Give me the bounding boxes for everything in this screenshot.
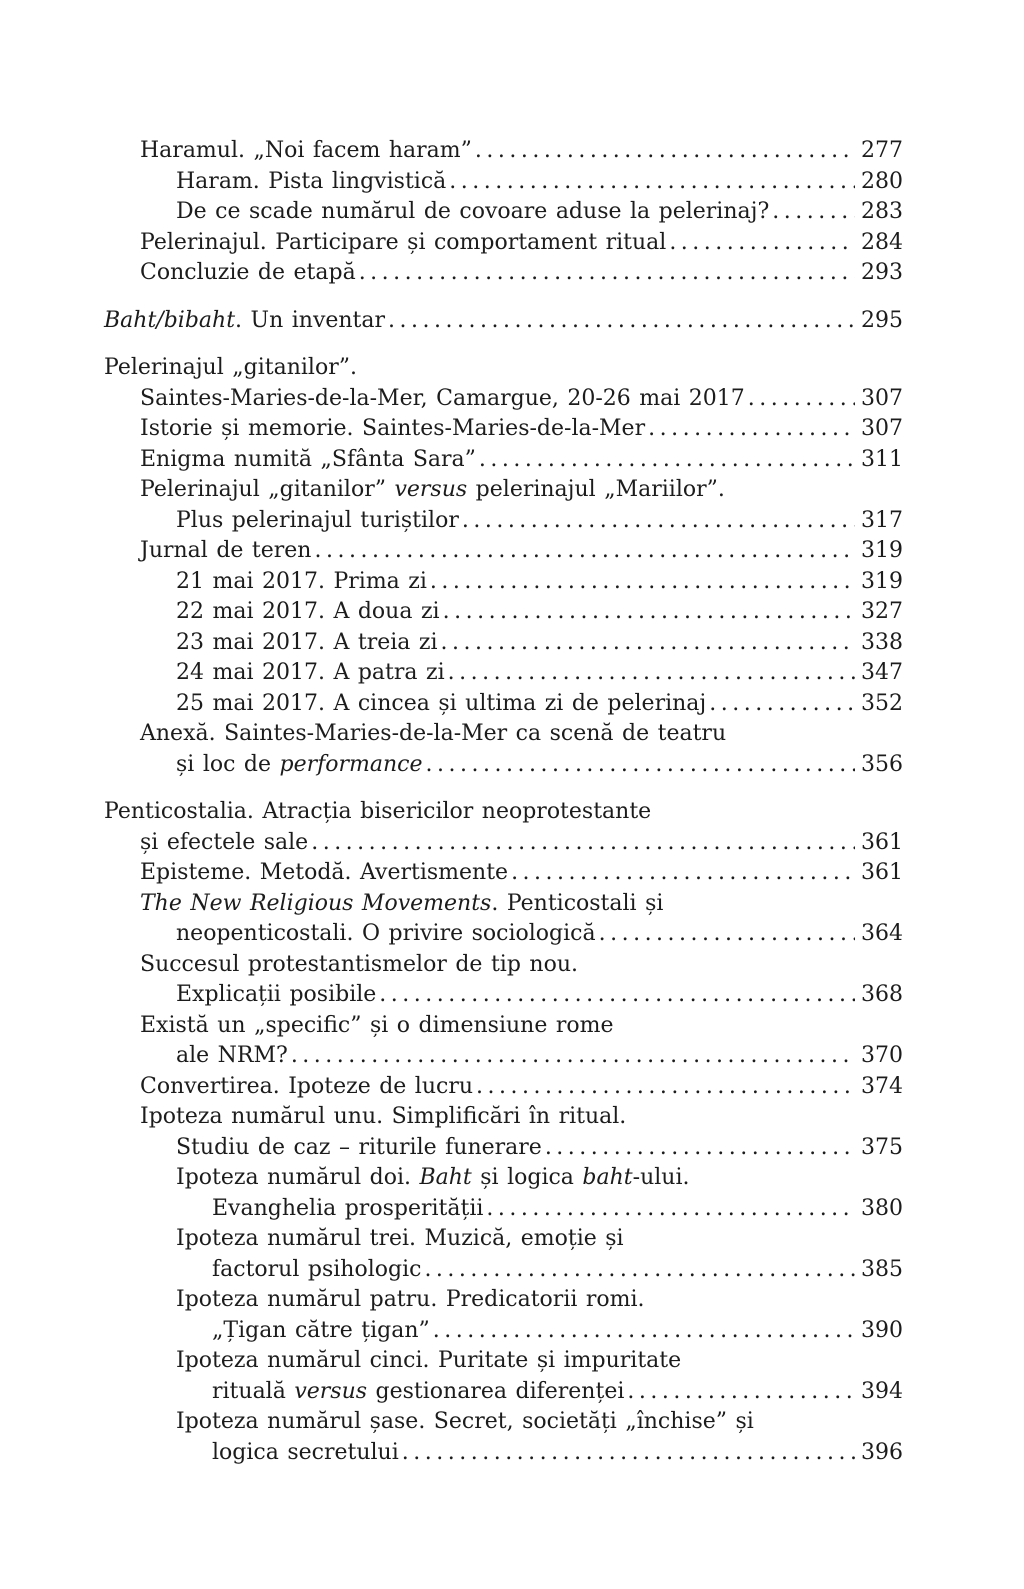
page-number: 347	[861, 660, 903, 685]
toc-text-run: 21 mai 2017. Prima zi	[176, 568, 427, 594]
toc-entry	[104, 597, 903, 628]
toc-text-run: Ipoteza numărul șase. Secret, societăți „închise” și	[176, 1409, 754, 1434]
dot-leader	[599, 919, 855, 950]
toc-entry-text	[176, 1407, 754, 1438]
toc-entry-text	[212, 1316, 430, 1347]
toc-entry-text	[140, 414, 645, 445]
toc-entry	[104, 197, 903, 228]
toc-text-run: Studiu de caz – riturile funerare	[176, 1134, 542, 1160]
toc-text-run: . Penticostali și	[491, 890, 664, 916]
toc-entry-text	[176, 506, 459, 537]
page-number: 396	[861, 1439, 903, 1465]
toc-entry	[104, 1194, 903, 1225]
toc-text-run: Ipoteza numărul trei. Muzică, emoție și	[176, 1226, 624, 1251]
dot-leader	[772, 197, 855, 228]
toc-entry-text	[176, 919, 596, 950]
page-number: 394	[861, 1378, 903, 1404]
toc-text-run-italic: performance	[279, 751, 423, 777]
toc-text-run: 23 mai 2017. A treia zi	[176, 629, 438, 655]
dot-leader	[669, 228, 855, 259]
toc-entry-text	[104, 306, 385, 337]
toc-text-run: Pelerinajul „gitanilor”.	[104, 355, 357, 380]
toc-entry-text	[104, 797, 651, 828]
toc-entry-text	[176, 167, 446, 198]
toc-entry	[104, 1285, 903, 1316]
page-number: 317	[861, 507, 903, 533]
toc-text-run: Pelerinajul. Participare și comportament ritual	[140, 229, 667, 255]
toc-entry-text	[140, 858, 508, 889]
page-number: 368	[861, 982, 903, 1007]
toc-text-run: logica secretului	[212, 1439, 399, 1465]
toc-text-run: Convertirea. Ipoteze de lucru	[140, 1073, 474, 1099]
toc-entry	[104, 414, 903, 445]
toc-text-run: 24 mai 2017. A patra zi	[176, 660, 445, 685]
page-number: 370	[861, 1043, 903, 1068]
toc-entry	[104, 1316, 903, 1347]
dot-leader	[314, 536, 855, 567]
toc-entry	[104, 858, 903, 889]
toc-entry	[104, 167, 903, 198]
toc-entry	[104, 797, 903, 828]
toc-text-run: Pelerinajul „gitanilor”	[140, 477, 395, 502]
toc-entry	[104, 750, 903, 781]
toc-text-run: Ipoteza numărul cinci. Puritate și impuritate	[176, 1348, 682, 1373]
toc-entry	[104, 228, 903, 259]
toc-entry-text	[176, 197, 769, 228]
toc-text-run: și loc de	[176, 751, 280, 777]
toc-text-run: „Țigan către țigan”	[212, 1317, 430, 1343]
toc-text-run: Ipoteza numărul unu. Simplificări în ritual.	[140, 1104, 627, 1129]
page-number: 374	[861, 1073, 903, 1099]
page-number: 356	[861, 751, 903, 777]
toc-entry-text	[140, 1011, 614, 1042]
toc-entry	[104, 445, 903, 476]
toc-entry-text	[176, 1133, 542, 1164]
page-number: 283	[861, 199, 903, 224]
toc-entry	[104, 1072, 903, 1103]
toc-entry	[104, 889, 903, 920]
toc-entry-text	[176, 658, 445, 689]
toc-entry-text	[140, 258, 356, 289]
page-number: 277	[861, 138, 903, 163]
toc-text-run: rituală	[212, 1378, 295, 1404]
toc-entry-text	[140, 136, 472, 167]
dot-leader	[430, 567, 855, 598]
toc-entry	[104, 136, 903, 167]
toc-text-run: pelerinajul „Mariilor”.	[467, 477, 725, 502]
dot-leader	[648, 414, 855, 445]
toc-text-run: Succesul protestantismelor de tip nou.	[140, 951, 578, 977]
toc-entry-text	[176, 750, 423, 781]
toc-entry-text	[140, 719, 726, 750]
toc-text-run: și logica	[471, 1165, 583, 1190]
dot-leader	[311, 828, 855, 859]
toc-entry-text	[140, 445, 476, 476]
toc-entry	[104, 1011, 903, 1042]
page-number: 361	[861, 829, 903, 855]
toc-entry-text	[176, 567, 427, 598]
toc-entry	[104, 258, 903, 289]
toc-entry	[104, 536, 903, 567]
dot-leader	[424, 1255, 855, 1286]
dot-leader	[443, 597, 855, 628]
toc-entry-text	[140, 889, 663, 920]
toc-entry-text	[140, 1072, 473, 1103]
toc-entry-text	[176, 597, 440, 628]
dot-leader	[475, 136, 855, 167]
toc-entry	[104, 1224, 903, 1255]
toc-entry-text	[140, 828, 308, 859]
toc-text-run: neopenticostali. O privire sociologică	[176, 921, 596, 946]
toc-entry	[104, 828, 903, 859]
page-number: 352	[861, 690, 903, 716]
page-number: 375	[861, 1134, 903, 1160]
toc-text-run-italic: The New Religious Movements	[140, 890, 492, 916]
toc-entry-text	[140, 475, 725, 506]
page-number: 293	[861, 260, 903, 285]
toc-text-run-italic: Baht	[419, 1165, 472, 1190]
toc-text-run: Există un „specific” și o dimensiune rome	[140, 1012, 614, 1038]
page-number: 319	[861, 568, 903, 594]
toc-text-run: Ipoteza numărul patru. Predicatorii romi.	[176, 1287, 645, 1312]
toc-text-run-italic: versus	[394, 477, 468, 502]
toc-text-run: Haramul. „Noi facem haram”	[140, 138, 472, 163]
dot-leader	[379, 980, 855, 1011]
toc-entry	[104, 1255, 903, 1286]
page-number: 385	[861, 1256, 903, 1282]
toc-entry	[104, 689, 903, 720]
dot-leader	[627, 1377, 855, 1408]
toc-entry-text	[212, 1255, 421, 1286]
page-number: 295	[861, 307, 903, 333]
toc-entry	[104, 1133, 903, 1164]
toc-entry	[104, 1163, 903, 1194]
toc-text-run: 25 mai 2017. A cincea și ultima zi de pelerinaj	[176, 690, 707, 716]
toc-entry	[104, 1407, 903, 1438]
toc-entry-text	[212, 1377, 624, 1408]
toc-entry-text	[140, 228, 666, 259]
toc-entry	[104, 1377, 903, 1408]
toc-entry-text	[176, 628, 438, 659]
toc-text-run-italic: versus	[294, 1378, 368, 1404]
toc-entry-text	[176, 980, 376, 1011]
page-number: 390	[861, 1317, 903, 1343]
dot-leader	[462, 506, 855, 537]
toc-list	[104, 136, 903, 1468]
dot-leader	[449, 167, 855, 198]
page-number: 338	[861, 629, 903, 655]
toc-entry	[104, 719, 903, 750]
toc-entry	[104, 384, 903, 415]
page-number: 327	[861, 599, 903, 624]
page-number: 361	[861, 860, 903, 885]
toc-entry	[104, 353, 903, 384]
page-number: 307	[861, 385, 903, 411]
toc-entry-text	[176, 1285, 645, 1316]
toc-text-run: Plus pelerinajul turiștilor	[176, 507, 459, 533]
dot-leader	[545, 1133, 855, 1164]
toc-entry-text	[104, 353, 357, 384]
toc-entry-text	[176, 689, 706, 720]
toc-text-run: Concluzie de etapă	[140, 260, 356, 285]
toc-text-run: Ipoteza numărul doi.	[176, 1165, 420, 1190]
toc-entry	[104, 567, 903, 598]
dot-leader	[441, 628, 856, 659]
toc-text-run: Evanghelia prosperității	[212, 1195, 484, 1221]
dot-leader	[433, 1316, 855, 1347]
toc-text-run-italic: baht	[582, 1165, 633, 1190]
toc-entry-text	[176, 1346, 681, 1377]
dot-leader	[448, 658, 855, 689]
dot-leader	[748, 384, 855, 415]
toc-text-run: Saintes-Maries-de-la-Mer, Camargue, 20-26 mai 2017	[140, 385, 745, 411]
page-number: 311	[861, 446, 903, 472]
toc-entry-text	[140, 1102, 626, 1133]
toc-entry	[104, 1438, 903, 1469]
dot-leader	[476, 1072, 855, 1103]
toc-text-run: Penticostalia. Atracția bisericilor neoprotestante	[104, 799, 652, 824]
toc-entry	[104, 1041, 903, 1072]
page-number: 380	[861, 1195, 903, 1221]
toc-text-run-italic: Baht/bibaht	[104, 307, 236, 333]
toc-entry	[104, 506, 903, 537]
toc-entry	[104, 475, 903, 506]
toc-text-run: Episteme. Metodă. Avertismente	[140, 860, 509, 885]
dot-leader	[479, 445, 855, 476]
toc-entry	[104, 306, 903, 337]
toc-entry-text	[140, 950, 578, 981]
toc-text-run: -ului.	[632, 1165, 690, 1190]
dot-leader	[359, 258, 855, 289]
page-number: 280	[861, 168, 903, 194]
toc-text-run: Jurnal de teren	[140, 538, 312, 563]
toc-entry	[104, 658, 903, 689]
toc-text-run: și efectele sale	[140, 829, 309, 855]
toc-entry-text	[140, 384, 745, 415]
toc-entry	[104, 1102, 903, 1133]
toc-entry-text	[212, 1194, 483, 1225]
toc-text-run: factorul psihologic	[212, 1256, 422, 1282]
toc-entry-text	[212, 1438, 399, 1469]
toc-entry	[104, 628, 903, 659]
dot-leader	[426, 750, 855, 781]
toc-entry	[104, 919, 903, 950]
toc-text-run: Istorie și memorie. Saintes-Maries-de-la-Mer	[140, 416, 646, 441]
dot-leader	[402, 1438, 855, 1469]
dot-leader	[511, 858, 855, 889]
dot-leader	[486, 1194, 855, 1225]
toc-text-run: Enigma numită „Sfânta Sara”	[140, 446, 476, 472]
toc-entry-text	[176, 1224, 624, 1255]
toc-entry-text	[140, 536, 311, 567]
toc-entry-text	[176, 1041, 288, 1072]
dot-leader	[388, 306, 855, 337]
page-number: 284	[861, 229, 903, 255]
toc-entry	[104, 1346, 903, 1377]
page-number: 319	[861, 538, 903, 563]
dot-leader	[291, 1041, 855, 1072]
page-number: 307	[861, 416, 903, 441]
toc-text-run: Anexă. Saintes-Maries-de-la-Mer ca scenă de teatru	[140, 721, 727, 746]
toc-text-run: gestionarea diferenței	[367, 1378, 625, 1404]
toc-text-run: Explicații posibile	[176, 982, 377, 1007]
toc-text-run: ale NRM?	[176, 1043, 288, 1068]
toc-text-run: De ce scade numărul de covoare aduse la pelerinaj?	[176, 199, 770, 224]
page-number: 364	[861, 921, 903, 946]
dot-leader	[709, 689, 855, 720]
toc-entry-text	[176, 1163, 689, 1194]
toc-entry	[104, 980, 903, 1011]
toc-text-run: Haram. Pista lingvistică	[176, 168, 447, 194]
toc-text-run: . Un inventar	[235, 307, 386, 333]
toc-text-run: 22 mai 2017. A doua zi	[176, 599, 440, 624]
toc-entry	[104, 950, 903, 981]
